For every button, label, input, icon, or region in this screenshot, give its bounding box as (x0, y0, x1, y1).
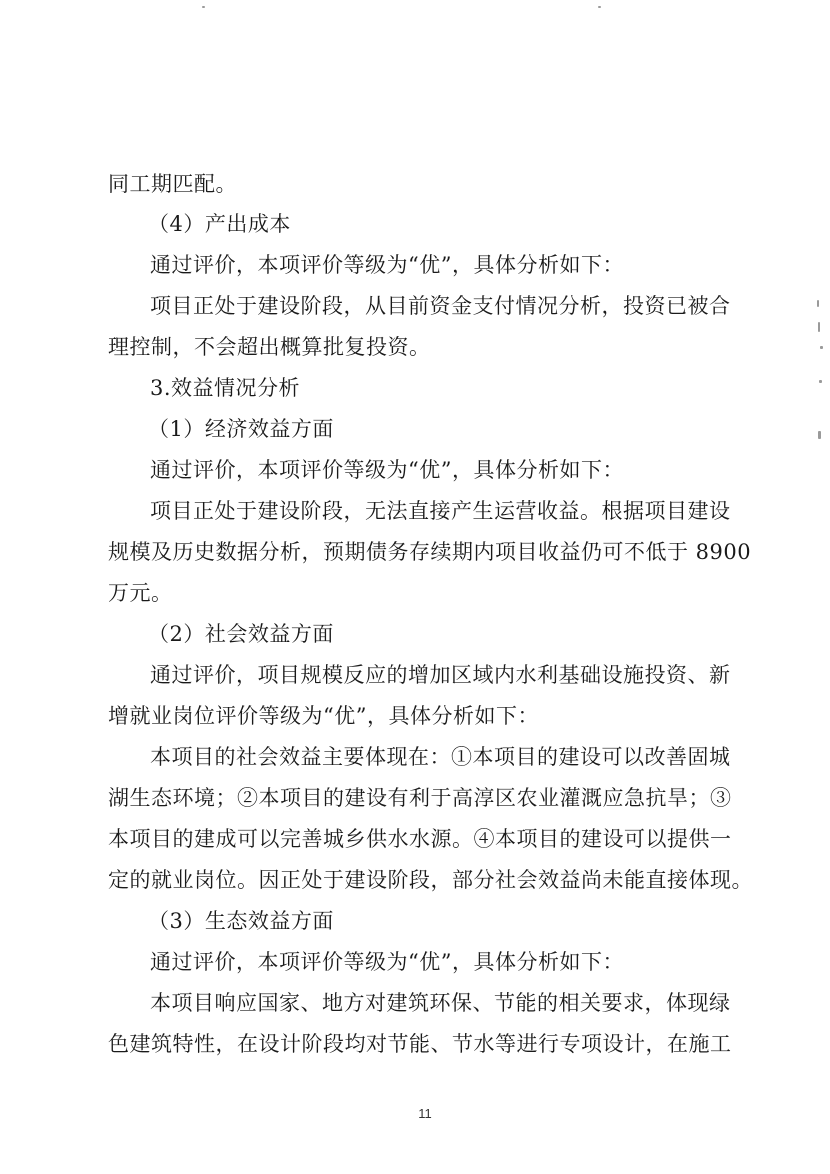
paragraph-line: 通过评价，本项评价等级为“优”，具体分析如下： (150, 253, 624, 277)
paragraph-line: 本项目响应国家、地方对建筑环保、节能的相关要求，体现绿 (150, 991, 731, 1015)
scan-speck (819, 380, 822, 383)
paragraph-line: 规模及历史数据分析，预期债务存续期内项目收益仍可不低于 8900 (108, 540, 752, 564)
paragraph-line: 理控制，不会超出概算批复投资。 (108, 335, 431, 359)
paragraph-line: 增就业岗位评价等级为“优”，具体分析如下： (108, 704, 539, 728)
paragraph-line: 色建筑特性，在设计阶段均对节能、节水等进行专项设计，在施工 (108, 1032, 732, 1056)
scan-speck (817, 300, 819, 307)
paragraph-line: 本项目的社会效益主要体现在：①本项目的建设可以改善固城 (150, 745, 731, 769)
scan-speck (818, 322, 820, 332)
paragraph-line: 本项目的建成可以完善城乡供水水源。④本项目的建设可以提供一 (108, 827, 732, 851)
paragraph-line: 定的就业岗位。因正处于建设阶段，部分社会效益尚未能直接体现。 (108, 868, 753, 892)
paragraph-continuation: 同工期匹配。 (108, 172, 237, 196)
subsection-heading: （1）经济效益方面 (148, 417, 334, 441)
subsection-heading: （4）产出成本 (148, 212, 291, 236)
scan-speck (818, 431, 821, 439)
scan-speck (820, 346, 823, 349)
paragraph-line: 万元。 (108, 581, 173, 605)
paragraph-line: 通过评价，本项评价等级为“优”，具体分析如下： (150, 458, 624, 482)
paragraph-line: 项目正处于建设阶段，无法直接产生运营收益。根据项目建设 (150, 499, 731, 523)
paragraph-line: 通过评价，项目规模反应的增加区域内水利基础设施投资、新 (150, 663, 731, 687)
paragraph-line: 项目正处于建设阶段，从目前资金支付情况分析，投资已被合 (150, 294, 731, 318)
page-number: 11 (418, 1106, 432, 1121)
subsection-heading: （3）生态效益方面 (148, 909, 334, 933)
section-heading: 3.效益情况分析 (150, 376, 301, 400)
paragraph-line: 通过评价，本项评价等级为“优”，具体分析如下： (150, 950, 624, 974)
scan-speck (598, 6, 601, 8)
paragraph-line: 湖生态环境；②本项目的建设有利于高淳区农业灌溉应急抗旱；③ (108, 786, 732, 810)
subsection-heading: （2）社会效益方面 (148, 622, 334, 646)
scan-speck (202, 6, 205, 8)
